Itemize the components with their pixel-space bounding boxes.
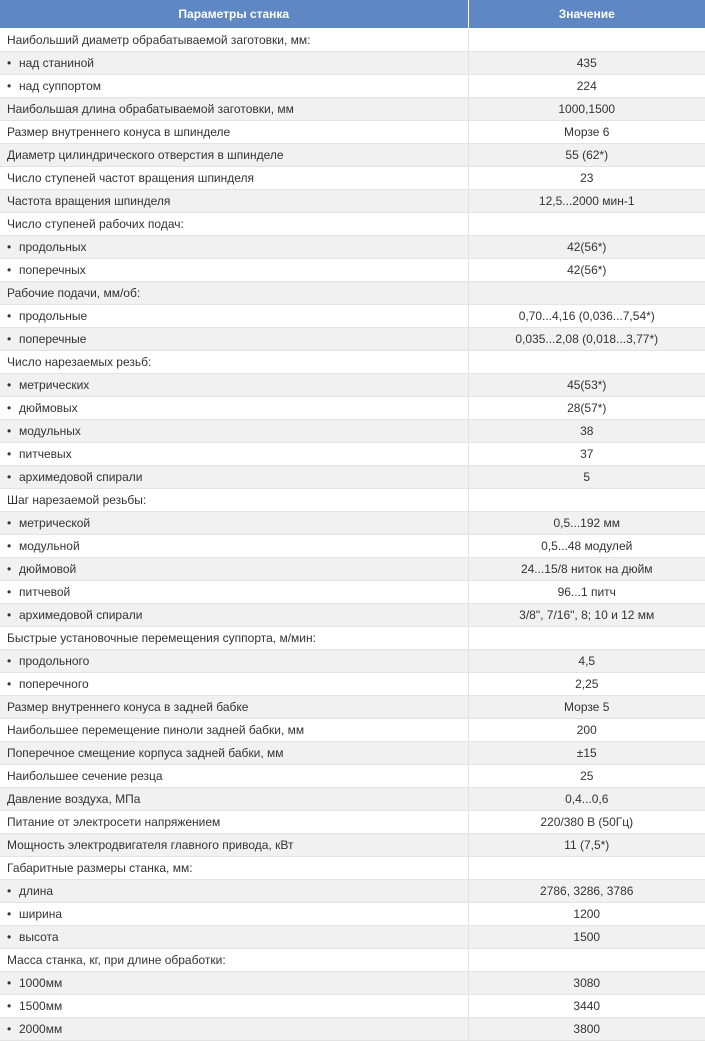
param-cell (0, 719, 468, 742)
table-row (0, 558, 705, 581)
value-cell (468, 949, 705, 972)
param-label: продольные (19, 309, 88, 323)
bullet-icon: • (7, 309, 12, 323)
value-cell: 1500 (468, 926, 705, 949)
table-row (0, 121, 705, 144)
value-cell: Морзе 5 (468, 696, 705, 719)
param-cell (0, 949, 468, 972)
param-label: Число ступеней частот вращения шпинделя (7, 171, 255, 185)
table-row (0, 1018, 705, 1041)
value-cell: 0,035...2,08 (0,018...3,77*) (468, 328, 705, 351)
table-row (0, 765, 705, 788)
param-cell (0, 351, 468, 374)
param-cell (0, 374, 468, 397)
table-row (0, 75, 705, 98)
bullet-icon: • (7, 608, 12, 622)
param-label: продольного (19, 654, 90, 668)
value-cell: 38 (468, 420, 705, 443)
table-row (0, 190, 705, 213)
param-label: над суппортом (19, 79, 102, 93)
param-label: 2000мм (19, 1022, 63, 1036)
param-cell (0, 121, 468, 144)
bullet-icon: • (7, 516, 12, 530)
param-cell (0, 742, 468, 765)
param-label: Число нарезаемых резьб: (7, 355, 152, 369)
param-cell (0, 466, 468, 489)
value-cell: 435 (468, 52, 705, 75)
table-row (0, 719, 705, 742)
param-cell (0, 581, 468, 604)
table-row (0, 29, 705, 52)
param-label: Габаритные размеры станка, мм: (7, 861, 193, 875)
param-cell (0, 811, 468, 834)
param-cell (0, 972, 468, 995)
value-cell: 25 (468, 765, 705, 788)
param-label: продольных (19, 240, 87, 254)
param-label: Размер внутреннего конуса в шпинделе (7, 125, 231, 139)
table-row (0, 489, 705, 512)
bullet-icon: • (7, 56, 12, 70)
param-label: Шаг нарезаемой резьбы: (7, 493, 147, 507)
value-cell: 96...1 питч (468, 581, 705, 604)
param-label: Число ступеней рабочих подач: (7, 217, 184, 231)
param-label: модульной (19, 539, 80, 553)
value-cell: 3800 (468, 1018, 705, 1041)
value-cell (468, 213, 705, 236)
table-row (0, 696, 705, 719)
param-label: над станиной (19, 56, 95, 70)
param-cell (0, 558, 468, 581)
param-label: поперечные (19, 332, 87, 346)
param-label: поперечного (19, 677, 89, 691)
value-cell: 45(53*) (468, 374, 705, 397)
table-row (0, 627, 705, 650)
param-cell (0, 926, 468, 949)
param-cell (0, 673, 468, 696)
param-label: Рабочие подачи, мм/об: (7, 286, 141, 300)
value-cell: 11 (7,5*) (468, 834, 705, 857)
table-row (0, 213, 705, 236)
bullet-icon: • (7, 79, 12, 93)
param-label: Быстрые установочные перемещения суппорта, м/мин: (7, 631, 316, 645)
param-label: Питание от электросети напряжением (7, 815, 221, 829)
value-cell: 12,5...2000 мин-1 (468, 190, 705, 213)
value-cell: 0,5...192 мм (468, 512, 705, 535)
param-cell (0, 98, 468, 121)
table-row (0, 351, 705, 374)
param-cell (0, 213, 468, 236)
table-row (0, 443, 705, 466)
value-cell: 3440 (468, 995, 705, 1018)
param-label: Давление воздуха, МПа (7, 792, 141, 806)
param-cell (0, 144, 468, 167)
bullet-icon: • (7, 677, 12, 691)
table-row (0, 995, 705, 1018)
table-row (0, 397, 705, 420)
param-cell (0, 420, 468, 443)
param-cell (0, 627, 468, 650)
value-cell: 200 (468, 719, 705, 742)
value-cell: 224 (468, 75, 705, 98)
table-row (0, 420, 705, 443)
value-cell (468, 29, 705, 52)
param-cell (0, 765, 468, 788)
bullet-icon: • (7, 447, 12, 461)
table-row (0, 466, 705, 489)
param-cell (0, 650, 468, 673)
param-label: ширина (19, 907, 63, 921)
table-row (0, 305, 705, 328)
value-cell: 1000,1500 (468, 98, 705, 121)
bullet-icon: • (7, 539, 12, 553)
value-cell: 220/380 В (50Гц) (468, 811, 705, 834)
table-row (0, 512, 705, 535)
param-label: архимедовой спирали (19, 470, 143, 484)
bullet-icon: • (7, 907, 12, 921)
bullet-icon: • (7, 378, 12, 392)
table-row (0, 328, 705, 351)
bullet-icon: • (7, 585, 12, 599)
param-label: Наибольшее сечение резца (7, 769, 163, 783)
value-cell (468, 627, 705, 650)
value-cell: 28(57*) (468, 397, 705, 420)
value-cell: 2786, 3286, 3786 (468, 880, 705, 903)
value-cell: 0,70...4,16 (0,036...7,54*) (468, 305, 705, 328)
value-cell: 0,5...48 модулей (468, 535, 705, 558)
param-cell (0, 604, 468, 627)
table-row (0, 742, 705, 765)
param-label: Поперечное смещение корпуса задней бабки, мм (7, 746, 284, 760)
param-cell (0, 903, 468, 926)
value-cell (468, 489, 705, 512)
value-cell: 3080 (468, 972, 705, 995)
param-cell (0, 489, 468, 512)
bullet-icon: • (7, 930, 12, 944)
value-cell: 42(56*) (468, 259, 705, 282)
table-row (0, 650, 705, 673)
param-cell (0, 857, 468, 880)
param-label: 1000мм (19, 976, 63, 990)
param-label: архимедовой спирали (19, 608, 143, 622)
param-cell (0, 788, 468, 811)
param-cell (0, 512, 468, 535)
table-row (0, 535, 705, 558)
value-cell: 4,5 (468, 650, 705, 673)
bullet-icon: • (7, 884, 12, 898)
param-label: Диаметр цилиндрического отверстия в шпинделе (7, 148, 284, 162)
param-label: дюймовых (19, 401, 78, 415)
param-cell (0, 29, 468, 52)
value-cell: 23 (468, 167, 705, 190)
param-label: питчевой (19, 585, 71, 599)
table-row (0, 903, 705, 926)
bullet-icon: • (7, 1022, 12, 1036)
param-cell (0, 305, 468, 328)
value-cell: 0,4...0,6 (468, 788, 705, 811)
param-label: поперечных (19, 263, 86, 277)
param-cell (0, 880, 468, 903)
bullet-icon: • (7, 976, 12, 990)
param-cell (0, 75, 468, 98)
param-label: Наибольший диаметр обрабатываемой заготовки, мм: (7, 33, 311, 47)
param-cell (0, 328, 468, 351)
param-cell (0, 443, 468, 466)
value-cell: Морзе 6 (468, 121, 705, 144)
param-cell (0, 259, 468, 282)
param-cell (0, 535, 468, 558)
table-row (0, 167, 705, 190)
bullet-icon: • (7, 332, 12, 346)
table-row (0, 282, 705, 305)
param-label: Мощность электродвигателя главного привода, кВт (7, 838, 294, 852)
param-label: модульных (19, 424, 81, 438)
table-row (0, 98, 705, 121)
table-row (0, 673, 705, 696)
param-label: метрической (19, 516, 91, 530)
table-row (0, 52, 705, 75)
table-row (0, 259, 705, 282)
bullet-icon: • (7, 401, 12, 415)
table-row (0, 834, 705, 857)
table-row (0, 788, 705, 811)
param-label: дюймовой (19, 562, 77, 576)
value-cell: 24...15/8 ниток на дюйм (468, 558, 705, 581)
param-label: 1500мм (19, 999, 63, 1013)
table-row (0, 926, 705, 949)
table-body (0, 29, 705, 1041)
value-cell: ±15 (468, 742, 705, 765)
param-label: Частота вращения шпинделя (7, 194, 171, 208)
value-cell: 42(56*) (468, 236, 705, 259)
table-row (0, 811, 705, 834)
value-cell (468, 351, 705, 374)
bullet-icon: • (7, 263, 12, 277)
bullet-icon: • (7, 562, 12, 576)
param-label: Размер внутреннего конуса в задней бабке (7, 700, 249, 714)
table-row (0, 972, 705, 995)
param-cell (0, 282, 468, 305)
table-row (0, 374, 705, 397)
param-cell (0, 1018, 468, 1041)
param-cell (0, 236, 468, 259)
value-cell (468, 282, 705, 305)
value-cell: 37 (468, 443, 705, 466)
value-cell: 5 (468, 466, 705, 489)
value-cell (468, 857, 705, 880)
table-row (0, 236, 705, 259)
param-cell (0, 167, 468, 190)
table-header-row (0, 0, 705, 29)
param-cell (0, 52, 468, 75)
column-header-param: Параметры станка (0, 0, 468, 29)
param-cell (0, 696, 468, 719)
table-row (0, 880, 705, 903)
param-label: высота (19, 930, 59, 944)
param-label: Наибольшее перемещение пиноли задней бабки, мм (7, 723, 305, 737)
table-row (0, 144, 705, 167)
value-cell: 3/8", 7/16", 8; 10 и 12 мм (468, 604, 705, 627)
param-cell (0, 190, 468, 213)
value-cell: 55 (62*) (468, 144, 705, 167)
param-label: длина (19, 884, 54, 898)
param-label: Масса станка, кг, при длине обработки: (7, 953, 226, 967)
bullet-icon: • (7, 654, 12, 668)
bullet-icon: • (7, 470, 12, 484)
param-cell (0, 397, 468, 420)
bullet-icon: • (7, 240, 12, 254)
param-cell (0, 834, 468, 857)
table-row (0, 604, 705, 627)
bullet-icon: • (7, 424, 12, 438)
table-row (0, 581, 705, 604)
column-header-value: Значение (468, 0, 705, 29)
param-label: метрических (19, 378, 90, 392)
param-cell (0, 995, 468, 1018)
table-row (0, 949, 705, 972)
table-row (0, 857, 705, 880)
param-label: Наибольшая длина обрабатываемой заготовки, мм (7, 102, 294, 116)
value-cell: 1200 (468, 903, 705, 926)
value-cell: 2,25 (468, 673, 705, 696)
param-label: питчевых (19, 447, 72, 461)
bullet-icon: • (7, 999, 12, 1013)
